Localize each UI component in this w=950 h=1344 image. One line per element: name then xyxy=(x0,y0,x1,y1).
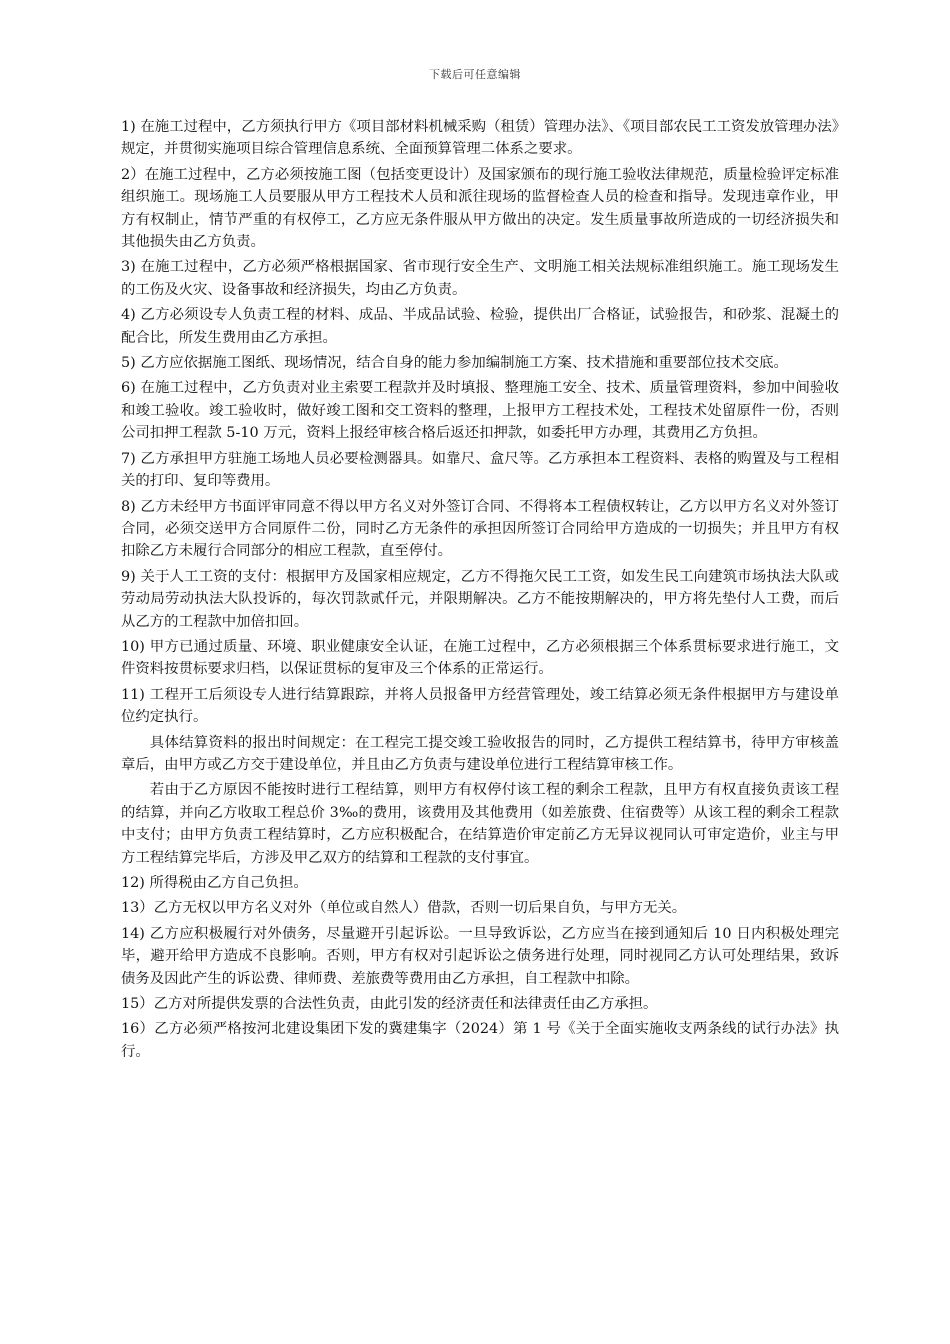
page-header: 下载后可任意编辑 xyxy=(429,68,521,81)
paragraph-15: 13）乙方无权以甲方名义对外（单位或自然人）借款，否则一切后果自负，与甲方无关。 xyxy=(121,900,687,917)
paragraph-9: 9) 关于人工工资的支付：根据甲方及国家相应规定，乙方不得拖欠民工工资，如发生民工向建筑市场执法大队或劳动局劳动执法大队投诉的，每次罚款贰仟元，并限期解决。乙方不能按期解决的，甲方将先垫付人工费，而后从乙方的工程款中加倍扣回。 xyxy=(121,568,839,630)
paragraph-5: 5) 乙方应依据施工图纸、现场情况，结合自身的能力参加编制施工方案、技术措施和重要部位技术交底。 xyxy=(121,355,788,372)
paragraph-10: 10) 甲方已通过质量、环境、职业健康安全认证，在施工过程中，乙方必须根据三个体系贯标要求进行施工，文件资料按贯标要求归档，以保证贯标的复审及三个体系的正常运行。 xyxy=(121,638,839,678)
paragraph-3: 3) 在施工过程中，乙方必须严格根据国家、省市现行安全生产、文明施工相关法规标准组织施工。施工现场发生的工伤及火灾、设备事故和经济损失，均由乙方负责。 xyxy=(121,259,839,298)
paragraph-6: 6) 在施工过程中，乙方负责对业主索要工程款并及时填报、整理施工安全、技术、质量管理资料，参加中间验收和竣工验收。竣工验收时，做好竣工图和交工资料的整理，上报甲方工程技术处，工程技术处留原件一份，否则公司扣押工程款 5-10 万元，资料上报经审核合格后返还扣押款，如委托甲方办理，其费用乙方负担。 xyxy=(121,380,839,442)
paragraph-12: 具体结算资料的报出时间规定：在工程完工提交竣工验收报告的同时，乙方提供工程结算书，待甲方审核盖章后，由甲方或乙方交于建设单位，并且由乙方负责与建设单位进行工程结算审核工作。 xyxy=(121,734,839,773)
paragraph-11: 11) 工程开工后须设专人进行结算跟踪，并将人员报备甲方经营管理处，竣工结算必须无条件根据甲方与建设单位约定执行。 xyxy=(121,686,839,726)
document-body xyxy=(121,116,839,1066)
paragraph-8: 8) 乙方未经甲方书面评审同意不得以甲方名义对外签订合同、不得将本工程债权转让，乙方以甲方名义对外签订合同，必须交送甲方合同原件二份，同时乙方无条件的承担因所签订合同给甲方造成的一切损失；并且甲方有权扣除乙方未履行合同部分的相应工程款，直至停付。 xyxy=(121,498,839,560)
paragraph-1: 1) 在施工过程中，乙方须执行甲方《项目部材料机械采购（租赁）管理办法》、《项目部农民工工资发放管理办法》规定，并贯彻实施项目综合管理信息系统、全面预算管理二体系之要求。 xyxy=(121,119,839,158)
paragraph-14: 12) 所得税由乙方自己负担。 xyxy=(121,875,308,891)
paragraph-16: 14) 乙方应积极履行对外债务，尽量避开引起诉讼。一旦导致诉讼，乙方应当在接到通知后 10 日内积极处理完毕，避开给甲方造成不良影响。否则，甲方有权对引起诉讼之债务进行处理，同时视同乙方认可处理结果，致诉债务及因此产生的诉讼费、律师费、差旅费等费用由乙方承担，自工程款中扣除。 xyxy=(121,925,839,987)
paragraph-13: 若由于乙方原因不能按时进行工程结算，则甲方有权停付该工程的剩余工程款，且甲方有权直接负责该工程的结算，并向乙方收取工程总价 3‰的费用，该费用及其他费用（如差旅费、住宿费等）从该工程的剩余工程款中支付；由甲方负责工程结算时，乙方应积极配合，在结算造价审定前乙方无异议视同认可审定造价，业主与甲方工程结算完毕后，方涉及甲乙双方的结算和工程款的支付事宜。 xyxy=(121,782,839,866)
paragraph-4: 4) 乙方必须设专人负责工程的材料、成品、半成品试验、检验，提供出厂合格证，试验报告，和砂浆、混凝土的配合比，所发生费用由乙方承担。 xyxy=(121,307,839,346)
paragraph-18: 16）乙方必须严格按河北建设集团下发的冀建集字（2024）第 1 号《关于全面实施收支两条线的试行办法》执行。 xyxy=(121,1021,839,1060)
paragraph-2: 2）在施工过程中，乙方必须按施工图（包括变更设计）及国家颁布的现行施工验收法律规范，质量检验评定标准组织施工。现场施工人员要服从甲方工程技术人员和派往现场的监督检查人员的检查和指导。发现违章作业，甲方有权制止，情节严重的有权停工，乙方应无条件服从甲方做出的决定。发生质量事故所造成的一切经济损失和其他损失由乙方负责。 xyxy=(121,166,839,251)
paragraph-17: 15）乙方对所提供发票的合法性负责，由此引发的经济责任和法律责任由乙方承担。 xyxy=(121,996,658,1013)
paragraph-7: 7) 乙方承担甲方驻施工场地人员必要检测器具。如靠尺、盒尺等。乙方承担本工程资料、表格的购置及与工程相关的打印、复印等费用。 xyxy=(121,450,839,490)
